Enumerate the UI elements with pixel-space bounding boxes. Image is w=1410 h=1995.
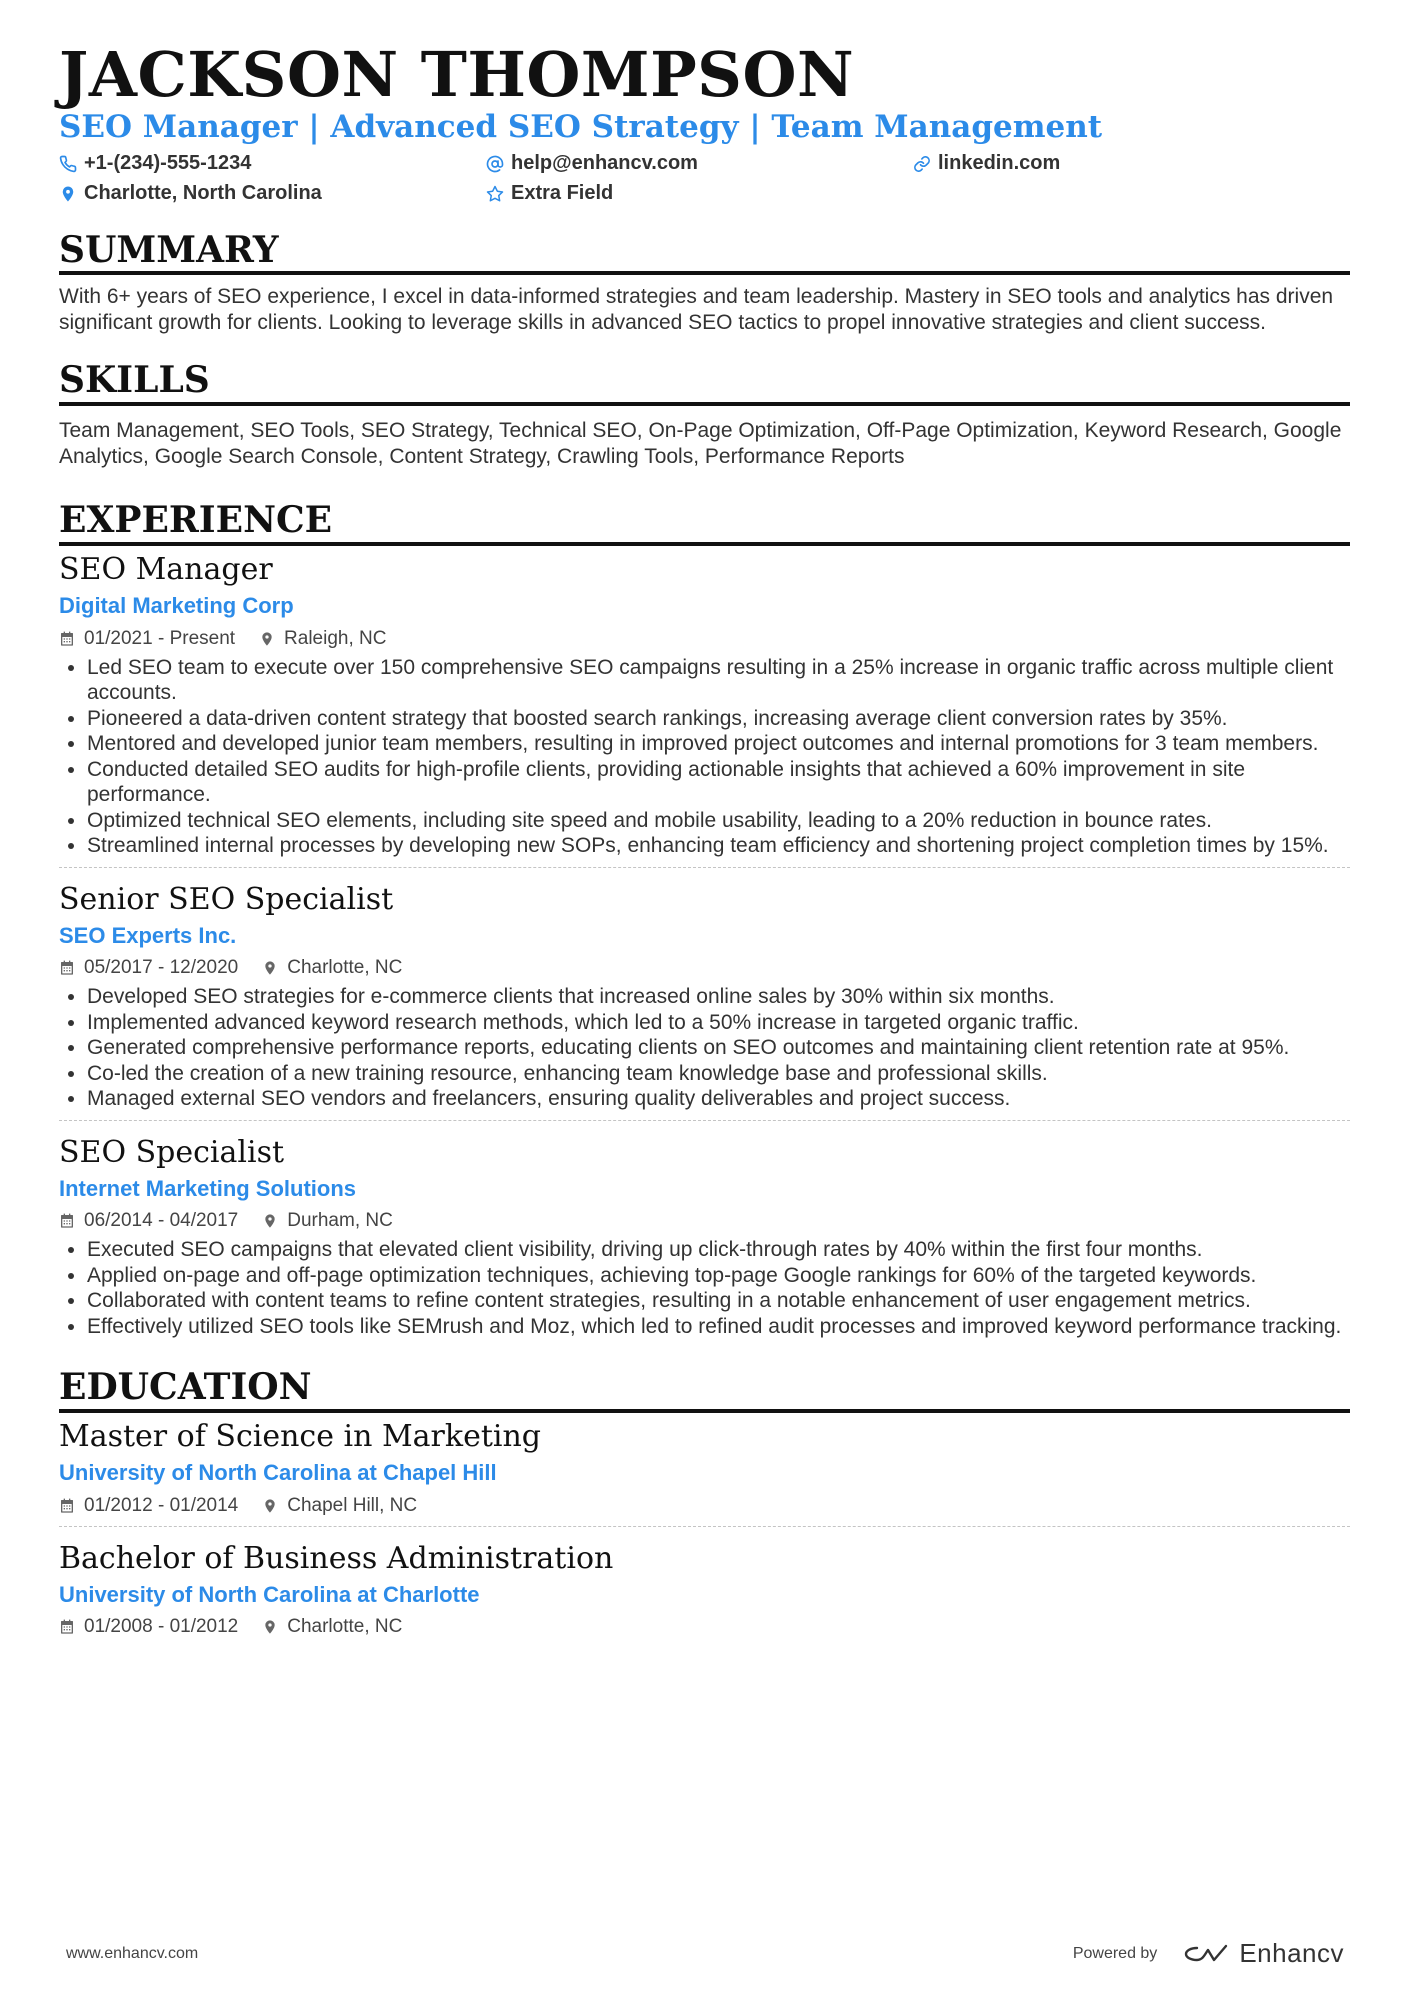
education-section (59, 1366, 1350, 1647)
map-pin-icon (259, 631, 275, 647)
job-dates-text: 05/2017 - 12/2020 (84, 957, 239, 979)
achievement-list (59, 655, 1350, 859)
calendar-icon (59, 1619, 75, 1635)
contact-phone[interactable] (59, 152, 486, 176)
experience-title: EXPERIENCE (59, 502, 1350, 546)
map-pin-icon (59, 185, 77, 203)
achievement-item: • Managed external SEO vendors and freelancers, ensuring quality deliverables and project success. (87, 1086, 1350, 1112)
calendar-icon (59, 1213, 75, 1229)
job-meta (59, 1209, 1350, 1233)
link-icon (913, 155, 931, 173)
phone-text: +1-(234)-555-1234 (84, 152, 252, 175)
achievement-item: • Executed SEO campaigns that elevated client visibility, driving up click-through rates by 40% within the first four months. (87, 1237, 1350, 1263)
achievement-item: • Streamlined internal processes by developing new SOPs, enhancing team efficiency and shortening project completion times by 15%. (87, 833, 1350, 859)
skills-title: SKILLS (59, 362, 1350, 406)
education-dates-text: 01/2008 - 01/2012 (84, 1616, 239, 1638)
achievement-item: • Collaborated with content teams to refine content strategies, resulting in a notable enhancement of user engagement metrics. (87, 1288, 1350, 1314)
candidate-headline: SEO Manager | Advanced SEO Strategy | Team Management (59, 109, 1103, 145)
achievement-item: • Developed SEO strategies for e-commerce clients that increased online sales by 30% within six months. (87, 984, 1350, 1010)
job-location-text: Charlotte, NC (287, 957, 403, 979)
degree-title: Bachelor of Business Administration (59, 1540, 614, 1576)
job-location (259, 627, 386, 651)
school-name: University of North Carolina at Charlotte (59, 1581, 480, 1607)
achievement-item: • Applied on-page and off-page optimization techniques, achieving top-page Google rankings for 60% of the targeted keywords. (87, 1263, 1350, 1289)
contact-info (59, 152, 1350, 206)
footer-website-link[interactable]: www.enhancv.com (66, 1944, 199, 1962)
job-dates (59, 1209, 238, 1233)
experience-entry (59, 867, 1350, 1120)
job-dates (59, 627, 235, 651)
location-text: Charlotte, North Carolina (84, 182, 322, 205)
education-entry (59, 1526, 1350, 1648)
job-dates-text: 01/2021 - Present (84, 627, 236, 649)
map-pin-icon (262, 1213, 278, 1229)
job-location-text: Durham, NC (287, 1210, 393, 1232)
enhancv-logo[interactable] (1183, 1938, 1344, 1969)
job-dates-text: 06/2014 - 04/2017 (84, 1210, 239, 1232)
education-dates (59, 1615, 238, 1639)
calendar-icon (59, 1498, 75, 1514)
education-dates (59, 1494, 238, 1518)
summary-title: SUMMARY (59, 232, 1350, 276)
achievement-item: • Mentored and developed junior team members, resulting in improved project outcomes and internal promotions for 3 team members. (87, 731, 1350, 757)
education-location-text: Chapel Hill, NC (287, 1494, 418, 1516)
footer-branding (1073, 1938, 1344, 1969)
phone-icon (59, 155, 77, 173)
brand-name: Enhancv (1239, 1938, 1344, 1968)
achievement-list (59, 1237, 1350, 1339)
company-name: SEO Experts Inc. (59, 922, 237, 948)
job-meta (59, 627, 1350, 651)
contact-location (59, 182, 486, 206)
job-location-text: Raleigh, NC (284, 627, 387, 649)
job-meta (59, 956, 1350, 980)
contact-email[interactable] (486, 152, 913, 176)
experience-section (59, 499, 1350, 1347)
experience-entry (59, 552, 1350, 867)
company-name: Digital Marketing Corp (59, 593, 294, 619)
map-pin-icon (262, 960, 278, 976)
job-title: SEO Manager (59, 552, 273, 588)
education-meta (59, 1615, 1350, 1639)
job-dates (59, 956, 238, 980)
calendar-icon (59, 631, 75, 647)
star-icon (486, 185, 504, 203)
school-name: University of North Carolina at Chapel Hill (59, 1460, 497, 1486)
education-location-text: Charlotte, NC (287, 1616, 403, 1638)
contact-linkedin[interactable] (913, 152, 1213, 176)
experience-entry (59, 1120, 1350, 1348)
education-title: EDUCATION (59, 1369, 1350, 1413)
extra-field-text: Extra Field (511, 182, 614, 205)
summary-section (59, 228, 1350, 337)
job-location (262, 1209, 393, 1233)
achievement-item: • Generated comprehensive performance reports, educating clients on SEO outcomes and maintaining client retention rate at 95%. (87, 1035, 1350, 1061)
education-location (262, 1615, 402, 1639)
achievement-item: • Conducted detailed SEO audits for high-profile clients, providing actionable insights that achieved a 60% improvement in site performance. (87, 757, 1350, 808)
skills-section (59, 359, 1350, 470)
enhancv-logo-icon (1183, 1942, 1229, 1966)
at-sign-icon (486, 155, 504, 173)
job-title: SEO Specialist (59, 1134, 285, 1170)
linkedin-text: linkedin.com (938, 152, 1061, 175)
achievement-item: • Led SEO team to execute over 150 comprehensive SEO campaigns resulting in a 25% increase in organic traffic across multiple client accounts. (87, 655, 1350, 706)
achievement-item: • Optimized technical SEO elements, including site speed and mobile usability, leading to a 20% reduction in bounce rates. (87, 808, 1350, 834)
company-name: Internet Marketing Solutions (59, 1175, 357, 1201)
education-location (262, 1494, 417, 1518)
achievement-list (59, 984, 1350, 1112)
education-entry (59, 1419, 1350, 1526)
email-text: help@enhancv.com (511, 152, 698, 175)
job-location (262, 956, 402, 980)
candidate-name: JACKSON THOMPSON (59, 38, 855, 111)
education-meta (59, 1494, 1350, 1518)
contact-extra (486, 182, 913, 206)
degree-title: Master of Science in Marketing (59, 1419, 542, 1455)
summary-text: With 6+ years of SEO experience, I excel in data-informed strategies and team leadership. Mastery in SEO tools and analytics has driven significant growth for clients. Looking to leverage skills in advanced SEO tactics to propel innovative strategies and client success. (59, 285, 1334, 335)
map-pin-icon (262, 1498, 278, 1514)
powered-by-label: Powered by (1072, 1944, 1158, 1962)
achievement-item: • Pioneered a data-driven content strategy that boosted search rankings, increasing average client conversion rates by 35%. (87, 706, 1350, 732)
page-footer (66, 1938, 1344, 1969)
achievement-item: • Co-led the creation of a new training resource, enhancing team knowledge base and professional skills. (87, 1061, 1350, 1087)
map-pin-icon (262, 1619, 278, 1635)
achievement-item: • Effectively utilized SEO tools like SEMrush and Moz, which led to refined audit processes and improved keyword performance tracking. (87, 1314, 1350, 1340)
education-dates-text: 01/2012 - 01/2014 (84, 1494, 239, 1516)
achievement-item: • Implemented advanced keyword research methods, which led to a 50% increase in targeted organic traffic. (87, 1010, 1350, 1036)
job-title: Senior SEO Specialist (59, 881, 394, 917)
calendar-icon (59, 960, 75, 976)
skills-text: Team Management, SEO Tools, SEO Strategy, Technical SEO, On-Page Optimization, Off-Page Optimization, Keyword Research, Google Analytics, Google Search Console, Content Strategy, Crawling Tools, Performance Reports (59, 419, 1342, 469)
